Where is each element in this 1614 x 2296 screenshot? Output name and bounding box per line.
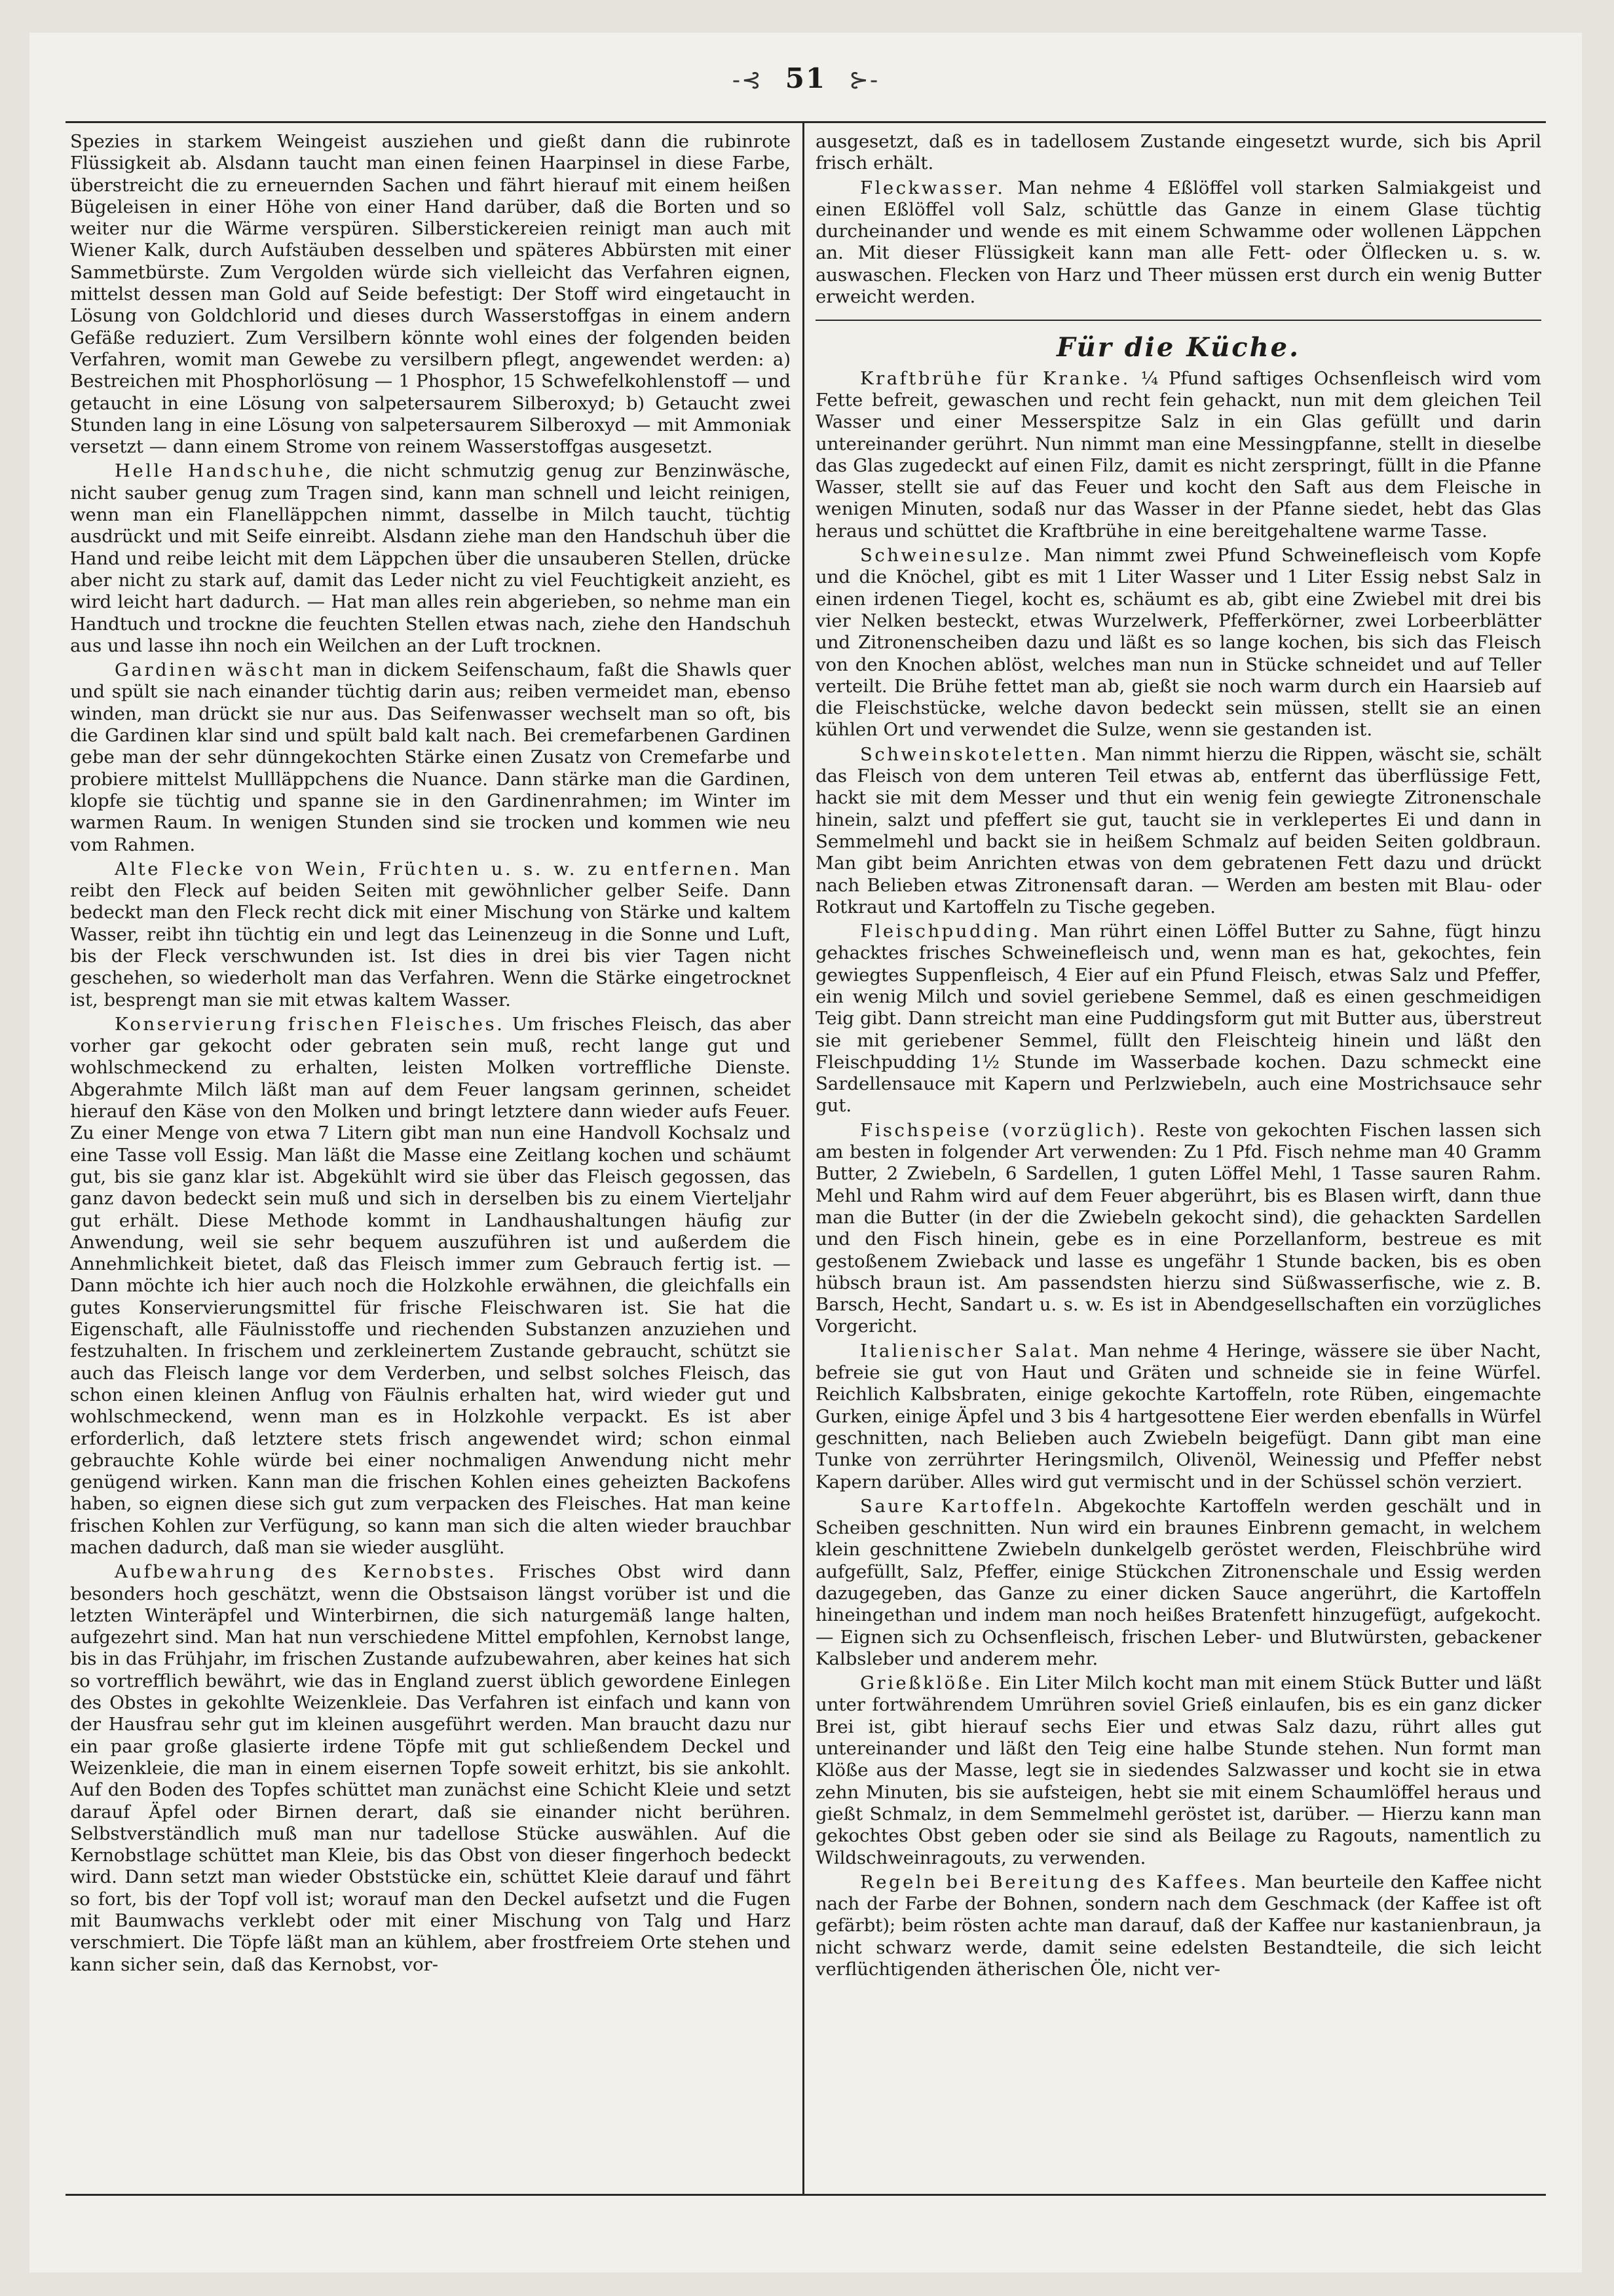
paragraph-text: Reste von gekochten Fischen lassen sich am besten in folgender Art verwenden: Zu 1 Pfd. Fisch nehme man 40 Gramm Butter, 2 Zwiebeln, 6 Sardellen, 1 guten Löffel Mehl, 1 Tasse sauren Rahm. Mehl und Rahm wird auf dem Feuer abgerührt, bis es Blasen wirft, dann thue man die Butter (in der die Zwiebeln gekocht sind), die gehackten Sardellen und den Fisch hinein, gebe es in eine Porzellanform, bestreue es mit gestoßenem Zwieback und lasse es ungefähr 1 Stunde backen, bis es oben hübsch braun ist. Am passendsten hierzu sind Süßwasserfische, wie z. B. Barsch, Hecht, Sandart u. s. w. Es ist in Abendgesellschaften ein vorzügliches Vorgericht. [816, 1119, 1541, 1337]
header-rule [66, 121, 1546, 123]
paragraph [816, 131, 1541, 175]
paragraph-keyword: Schweinesulze. [860, 545, 1033, 566]
paragraph-text: Man nimmt zwei Pfund Schweinefleisch vom Kopfe und die Knöchel, gibt es mit 1 Liter Wasser und 1 Liter Essig nebst Salz in einen irdenen Tiegel, kocht es, schäumt es ab, gibt eine Zwiebel mit drei bis vier Nelken besteckt, etwas Wurzelwerk, Pfefferkörner, zwei Lorbeerblätter und Zitronenscheiben dazu und läßt es so lange kochen, bis sich das Fleisch von den Knochen ablöst, welches man nun in Stücke schneidet und auf Teller verteilt. Die Brühe fettet man ab, gießt sie noch warm durch ein Haarsieb auf die Fleischstücke, welche davon bedeckt sein müssen, stellt sie an einen kühlen Ort und verwendet die Sulze, wenn sie gestanden ist. [816, 545, 1541, 741]
paragraph-text: Man nimmt hierzu die Rippen, wäscht sie, schält das Fleisch von dem unteren Teil etwas ab, entfernt das überflüssige Fett, hackt sie mit dem Messer und thut ein wenig fein gewiegte Zitronenschale hinein, salzt und pfeffert sie gut, taucht sie in verklepertes Ei und dann in Semmelmehl und backt sie in heißem Schmalz auf beiden Seiten goldbraun. Man gibt beim Anrichten etwas von dem gebratenen Fett dazu und drückt nach Belieben etwas Zitronensaft daran. — Werden am besten mit Blau- oder Rotkraut und Kartoffeln zu Tische gegeben. [816, 743, 1541, 917]
paragraph [70, 131, 791, 458]
paragraph-text: ¼ Pfund saftiges Ochsenfleisch wird vom Fette befreit, gewaschen und recht fein gehackt, nun mit dem gleichen Teil Wasser und einer Messerspitze Salz in ein Glas gefüllt und darin untereinander gerührt. Nun nimmt man eine Messingpfanne, stellt in dieselbe das Glas zugedeckt auf einen Filz, damit es nicht zerspringt, füllt in die Pfanne Wasser, stellt sie auf das Feuer und kocht den Saft aus dem Fleische in wenigen Minuten, sodaß nur das Wasser in der Pfanne siedet, hebt das Glas heraus und schüttet die Kraftbrühe in eine bereitgehaltene warme Tasse. [816, 367, 1541, 542]
paragraph-text: Ein Liter Milch kocht man mit einem Stück Butter und läßt unter fortwährendem Umrühren soviel Grieß einlaufen, bis es ein ganz dicker Brei ist, gibt hierauf sechs Eier und etwas Salz dazu, rührt alles gut untereinander und läßt den Teig eine halbe Stunde stehen. Nun formt man Klöße aus der Masse, legt sie in siedendes Salzwasser und kocht sie in etwa zehn Minuten, bis sie aufsteigen, hebt sie mit einem Schaumlöffel heraus und gießt Schmalz, in dem Semmelmehl geröstet ist, darüber. — Hierzu kann man gekochtes Obst geben oder sie sind als Beilage zu Ragouts, namentlich zu Wildschweinragouts, zu verwenden. [816, 1673, 1541, 1868]
ornament-right: ⊱- [848, 67, 880, 94]
left-column [70, 131, 791, 2187]
paragraph-keyword: Kraftbrühe für Kranke. [860, 367, 1131, 389]
paragraph [70, 1014, 791, 1559]
paragraph-keyword: Italienischer Salat. [860, 1340, 1081, 1361]
paragraph-text: ausgesetzt, daß es in tadellosem Zustande eingesetzt wurde, sich bis April frisch erhält. [816, 131, 1541, 174]
paragraph-text: Man reibt den Fleck auf beiden Seiten mit gewöhnlicher gelber Seife. Dann bedeckt man den Fleck recht dick mit einer Mischung von Stärke und kaltem Wasser, reibt ihn tüchtig ein und legt das Leinenzeug in die Sonne und Luft, bis der Fleck verschwunden ist. Ist dies in drei bis vier Tagen nicht geschehen, so wiederholt man das Verfahren. Wenn die Stärke eingetrocknet ist, besprengt man sie mit etwas kaltem Wasser. [70, 858, 791, 1010]
paragraph-keyword: Alte Flecke von Wein, Früchten u. s. w. zu entfernen. [115, 858, 742, 880]
paragraph-keyword: Fleischpudding. [860, 921, 1042, 942]
footer-rule [66, 2194, 1546, 2196]
paragraph-keyword: Fleckwasser. [860, 177, 1005, 198]
paragraph [70, 460, 791, 657]
paragraph-text: man in dickem Seifenschaum, faßt die Shawls quer und spült sie nach einander tüchtig darin aus; reiben vermeidet man, ebenso winden, man drückt sie nur aus. Das Seifenwasser wechselt man so oft, bis die Gardinen klar sind und spült bald kalt nach. Bei cremefarbenen Gardinen gebe man der sehr dünngekochten Stärke einen Zusatz von Cremefarbe und probiere mittelst Mullläppchens die Nuance. Dann stärke man die Gardinen, klopfe sie tüchtig und spanne sie in den Gardinenrahmen; im Winter im warmen Raum. In wenigen Stunden sind sie trocken und kommen wie neu vom Rahmen. [70, 659, 791, 855]
paragraph-text: Man beurteile den Kaffee nicht nach der Farbe der Bohnen, sondern nach dem Geschmack (der Kaffee ist oft gefärbt); beim rösten achte man darauf, daß der Kaffee nur kastanienbraun, ja nicht schwarz werde, damit seine edelsten Bestandteile, die sich leicht verflüchtigenden ätherischen Öle, nicht ver- [816, 1871, 1541, 1980]
paragraph-keyword: Konservierung frischen Fleisches. [115, 1013, 505, 1035]
paragraph-keyword: Gardinen wäscht [115, 659, 306, 681]
paragraph-text: Man nehme 4 Heringe, wässere sie über Nacht, befreie sie gut von Haut und Gräten und schneide sie in feine Würfel. Reichlich Kalbsbraten, einige gekochte Kartoffeln, rote Rüben, eingemachte Gurken, einige Äpfel und 3 bis 4 hartgesottene Eier werden ebenfalls in Würfel geschnitten, nach Belieben auch Zwiebeln beigefügt. Dann gibt man eine Tunke von zerrührter Heringsmilch, Olivenöl, Weinessig und Pfeffer nebst Kapern darüber. Alles wird gut vermischt und in der Schüssel schön verziert. [816, 1340, 1541, 1492]
paragraph-keyword: Helle Handschuhe, [115, 460, 333, 482]
paragraph [70, 859, 791, 1011]
paragraph [816, 1120, 1541, 1338]
paragraph-keyword: Saure Kartoffeln. [860, 1495, 1064, 1517]
column-divider [802, 122, 804, 2194]
page-header [29, 62, 1582, 94]
paragraph [816, 921, 1541, 1117]
paragraph-text: die nicht schmutzig genug zur Benzinwäsche, nicht sauber genug zum Tragen sind, kann man schnell und leicht reinigen, wenn man ein Flanelläppchen nimmt, dasselbe in Milch taucht, tüchtig ausdrückt und mit Seife einreibt. Alsdann ziehe man den Handschuh über die Hand und reibe leicht mit dem Läppchen über die unsauberen Stellen, drücke aber nicht zu stark auf, damit das Leder nicht zu viel Feuchtigkeit anzieht, es wird leicht hart dadurch. — Hat man alles rein abgerieben, so nehme man ein Handtuch und trockne die feuchten Stellen etwas nach, ziehe den Handschuh aus und lasse ihn noch ein Weilchen an der Luft trocknen. [70, 460, 791, 656]
paragraph [816, 1341, 1541, 1493]
section-title: Für die Küche. [1056, 332, 1301, 363]
paragraph [816, 545, 1541, 741]
right-column [816, 131, 1541, 2187]
paragraph [816, 1872, 1541, 1980]
paragraph-keyword: Grießklöße. [860, 1673, 993, 1694]
paragraph-keyword: Regeln bei Bereitung des Kaffees. [860, 1871, 1249, 1893]
right-column-top [816, 131, 1541, 308]
kitchen-section [816, 368, 1541, 1981]
section-divider [816, 320, 1541, 321]
paragraph [816, 177, 1541, 308]
paragraph [816, 1496, 1541, 1670]
paragraph [816, 1673, 1541, 1869]
paragraph [70, 1561, 791, 1976]
paragraph-keyword: Aufbewahrung des Kernobstes. [115, 1561, 497, 1583]
paragraph [70, 659, 791, 856]
ornament-left: -⊰ [732, 67, 763, 94]
paragraph [816, 368, 1541, 542]
paragraph-text: Spezies in starkem Weingeist ausziehen und gießt dann die rubinrote Flüssigkeit ab. Alsdann taucht man einen feinen Haarpinsel in diese Farbe, überstreicht die zu erneuernden Sachen und fährt hierauf mit einem heißen Bügeleisen in einer Höhe von einer Hand darüber, daß die Borten und so weiter nur die Wärme verspüren. Silberstickereien reinigt man auch mit Wiener Kalk, durch Aufstäuben desselben und späteres Abbürsten mit einer Sammetbürste. Zum Vergolden würde sich vielleicht das Verfahren eignen, mittelst dessen man Gold auf Seide befestigt: Der Stoff wird eingetaucht in Lösung von Goldchlorid und dieses durch Wasserstoffgas in einem andern Gefäße reduziert. Zum Versilbern könnte wohl eines der folgenden beiden Verfahren, womit man Gewebe zu versilbern pflegt, angewendet werden: a) Bestreichen mit Phosphorlösung — 1 Phosphor, 15 Schwefelkohlenstoff — und getaucht in eine Lösung von salpetersaurem Silberoxyd; b) Getaucht zwei Stunden lang in eine Lösung von salpetersaurem Silberoxyd — mit Ammoniak versetzt — dann einem Strome von reinem Wasserstoffgas ausgesetzt. [70, 131, 791, 458]
paragraph-text: Um frisches Fleisch, das aber vorher gar gekocht oder gebraten sein muß, recht lange gut und wohlschmeckend zu erhalten, leisten Molken vortreffliche Dienste. Abgerahmte Milch läßt man auf dem Feuer langsam gerinnen, scheidet hierauf den Käse von den Molken und bringt letztere dann wieder aufs Feuer. Zu einer Menge von etwa 7 Litern gibt man nun eine Handvoll Kochsalz und eine Tasse voll Essig. Man läßt die Masse eine Zeitlang kochen und schäumt gut, bis sie ganz klar ist. Abgekühlt wird sie über das Fleisch gegossen, das ganz davon bedeckt sein muß und sich in derselben bis zu einem Vierteljahr gut erhält. Diese Methode kommt in Landhaushaltungen häufig zur Anwendung, weil sie sehr bequem auszuführen ist und außerdem die Annehmlichkeit bietet, daß das Fleisch immer zum Gebrauch fertig ist. — Dann möchte ich hier auch noch die Holzkohle erwähnen, die gleichfalls ein gutes Konservierungsmittel für frische Fleischwaren ist. Sie hat die Eigenschaft, alle Fäulnisstoffe und riechenden Substanzen anzuziehen und festzuhalten. In frischem und zerkleinertem Zustande gebraucht, schützt sie auch das Fleisch lange vor dem Verderben, und selbst solches Fleisch, das schon einen kleinen Anflug von Fäulnis erhalten hat, wird wieder gut und wohlschmeckend, wenn man es in Holzkohle verpackt. Es ist aber erforderlich, daß letztere stets frisch angewendet wird; schon einmal gebrauchte Kohle würde bei einer nochmaligen Anwendung nicht mehr genügend wirken. Kann man die frischen Kohlen eines geheizten Backofens haben, so eignen diese sich gut zum verpacken des Fleisches. Hat man keine frischen Kohlen zur Verfügung, so kann man sich die alten wieder brauchbar machen dadurch, daß man sie wieder ausglüht. [70, 1013, 791, 1558]
paragraph-keyword: Schweinskoteletten. [860, 743, 1089, 765]
paragraph-text: Man nehme 4 Eßlöffel voll starken Salmiakgeist und einen Eßlöffel voll Salz, schüttle das Ganze in einem Glase tüchtig durcheinander und wende es mit einem Schwamme oder wollenen Läppchen an. Mit dieser Flüssigkeit kann man alle Fett- oder Ölflecken u. s. w. auswaschen. Flecken von Harz und Theer müssen erst durch ein wenig Butter erweicht werden. [816, 177, 1541, 308]
paragraph-text: Abgekochte Kartoffeln werden geschält und in Scheiben geschnitten. Nun wird ein braunes Einbrenn gemacht, in welchem klein geschnittene Zwiebeln dunkelgelb geröstet werden, Fleischbrühe wird aufgefüllt, Salz, Pfeffer, einige Stückchen Zitronenschale und Essig werden dazugegeben, das Ganze zu einer dicken Sauce angerührt, die Kartoffeln hineingethan und indem man noch heißes Bratenfett hinzugefügt, aufgekocht. — Eignen sich zu Ochsenfleisch, frischen Leber- und Blutwürsten, gebackener Kalbsleber und anderem mehr. [816, 1495, 1541, 1669]
paragraph [816, 744, 1541, 918]
paragraph-keyword: Fischspeise (vorzüglich). [860, 1119, 1148, 1141]
paragraph-text: Man rührt einen Löffel Butter zu Sahne, fügt hinzu gehacktes frisches Schweinefleisch und, wenn man es hat, gekochtes, fein gewiegtes Suppenfleisch, 4 Eier auf ein Pfund Fleisch, etwas Salz und Pfeffer, ein wenig Milch und soviel geriebene Semmel, daß es einen geschmeidigen Teig gibt. Dann streicht man eine Puddingsform gut mit Butter aus, überstreut sie mit geriebener Semmel, füllt den Fleischteig hinein und läßt den Fleischpudding 1½ Stunde im Wasserbade kochen. Dazu schmeckt eine Sardellensauce mit Kapern und Perlzwiebeln, auch eine Mostrichsauce sehr gut. [816, 921, 1541, 1117]
page [29, 33, 1582, 2272]
page-number: 51 [785, 62, 827, 94]
paragraph-text: Frisches Obst wird dann besonders hoch geschätzt, wenn die Obstsaison längst vorüber ist und die letzten Winteräpfel und Winterbirnen, die sich naturgemäß lange halten, aufgezehrt sind. Man hat nun verschiedene Mittel empfohlen, Kernobst lange, bis in das Frühjahr, im frischen Zustande aufzubewahren, aber keines hat sich so vortrefflich bewährt, wie das in England zuerst üblich gewordene Einlegen des Obstes in gekohlte Weizenkleie. Das Verfahren ist einfach und kann von der Hausfrau sehr gut im kleinen ausgeführt werden. Man braucht dazu nur ein paar große glasierte irdene Töpfe mit gut schließendem Deckel und Weizenkleie, die man in einem eisernen Topfe soweit erhitzt, bis sie ankohlt. Auf den Boden des Topfes schüttet man zunächst eine Schicht Kleie und setzt darauf Äpfel oder Birnen derart, daß sie einander nicht berühren. Selbstverständlich muß man nur tadellose Stücke auswählen. Auf die Kernobstlage schüttet man Kleie, bis das Obst von dieser fingerhoch bedeckt wird. Dann setzt man wieder Obststücke ein, schüttet Kleie darauf und fährt so fort, bis der Topf voll ist; worauf man den Deckel aufsetzt und die Fugen mit Baumwachs verklebt oder mit einer Mischung von Talg und Harz verschmiert. Die Töpfe läßt man an kühlem, aber frostfreiem Orte stehen und kann sicher sein, daß das Kernobst, vor- [70, 1561, 791, 1975]
